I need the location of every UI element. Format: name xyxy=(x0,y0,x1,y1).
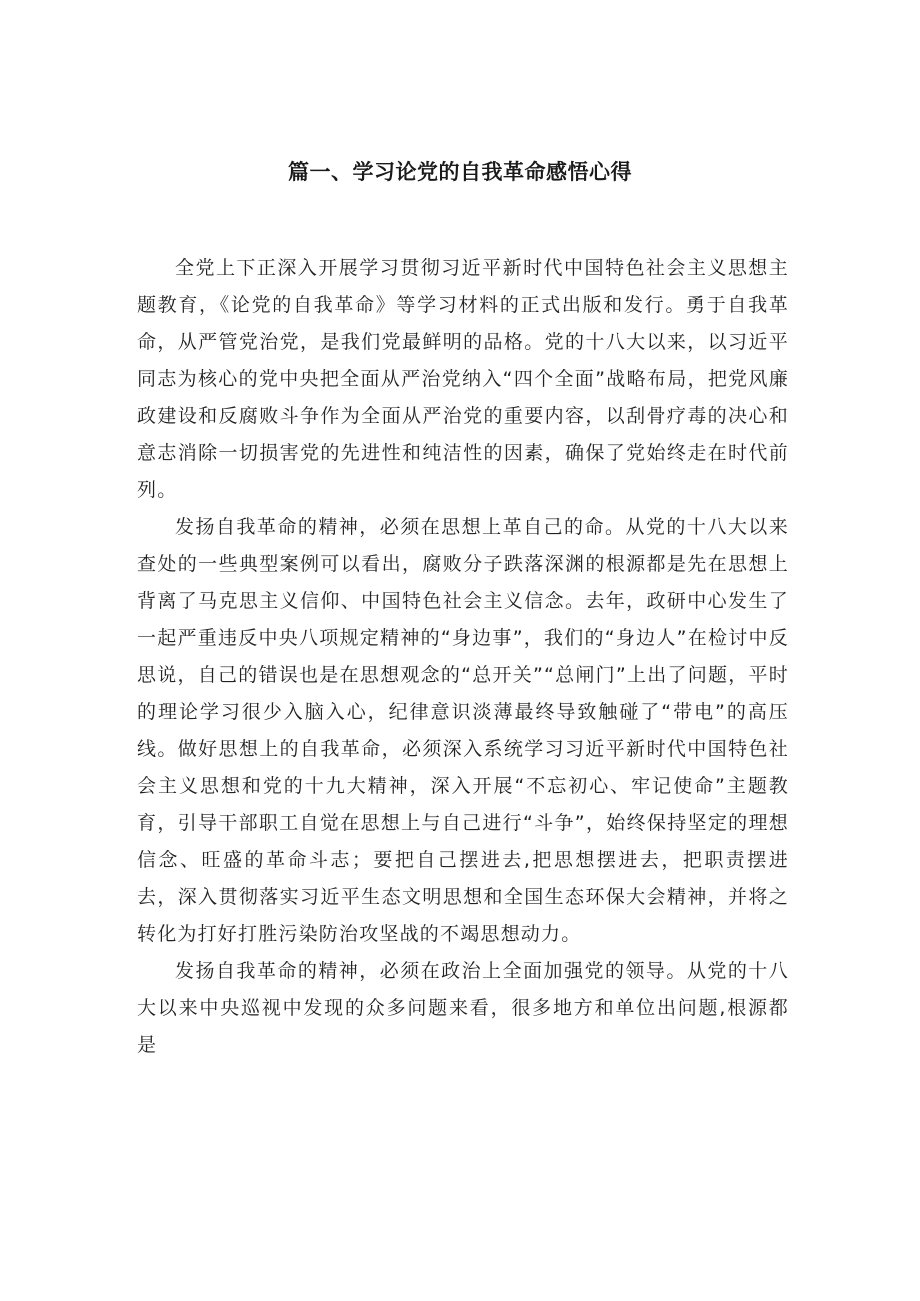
paragraph-1: 全党上下正深入开展学习贯彻习近平新时代中国特色社会主义思想主题教育，《论党的自我革命》等学习材料的正式出版和发行。勇于自我革命，从严管党治党，是我们党最鲜明的品格。党的十八大以来，以习近平同志为核心的党中央把全面从严治党纳入“四个全面”战略布局，把党风廉政建设和反腐败斗争作为全面从严治党的重要内容，以刮骨疗毒的决心和意志消除一切损害党的先进性和纯洁性的因素，确保了党始终走在时代前列。 xyxy=(137,257,789,501)
document-title: 篇一、学习论党的自我革命感悟心得 xyxy=(288,160,632,184)
document-body xyxy=(137,250,789,1064)
paragraph-2: 发扬自我革命的精神，必须在思想上革自己的命。从党的十八大以来查处的一些典型案例可以看出，腐败分子跌落深渊的根源都是先在思想上背离了马克思主义信仰、中国特色社会主义信念。去年，政研中心发生了一起严重违反中央八项规定精神的“身边事”，我们的“身边人”在检讨中反思说，自己的错误也是在思想观念的“总开关”“总闸门”上出了问题，平时的理论学习很少入脑入心，纪律意识淡薄最终导致触碰了“带电”的高压线。做好思想上的自我革命，必须深入系统学习习近平新时代中国特色社会主义思想和党的十九大精神，深入开展“不忘初心、牢记使命”主题教育，引导干部职工自觉在思想上与自己进行“斗争”，始终保持坚定的理想信念、旺盛的革命斗志；要把自己摆进去,把思想摆进去，把职责摆进去，深入贯彻落实习近平生态文明思想和全国生态环保大会精神，并将之转化为打好打胜污染防治攻坚战的不竭思想动力。 xyxy=(137,516,789,945)
paragraph-3: 发扬自我革命的精神，必须在政治上全面加强党的领导。从党的十八大以来中央巡视中发现的众多问题来看，很多地方和单位出问题,根源都是 xyxy=(137,960,789,1056)
